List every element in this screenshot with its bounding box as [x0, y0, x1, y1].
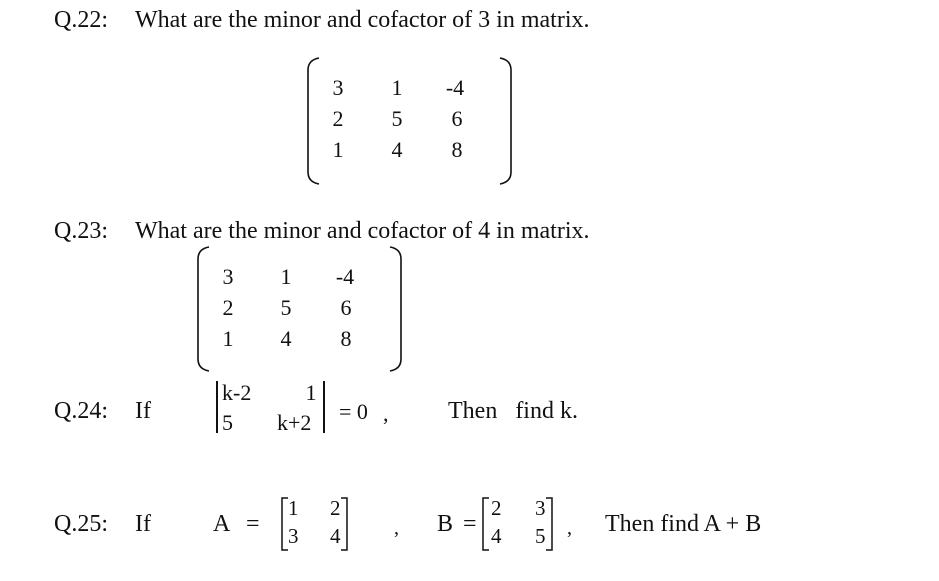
q25-a-r2c2: 4 — [330, 524, 341, 548]
q22-cell-r3c1: 1 — [332, 137, 344, 162]
q22-cell-r1c3: -4 — [445, 75, 465, 100]
q23-cell-r1c1: 3 — [222, 264, 234, 289]
q25-tail-text: Then find A + B — [605, 511, 762, 537]
q24-det-r1c2: 1 — [305, 380, 317, 405]
q24-equals-zero: = 0 — [339, 399, 368, 424]
q23-right-bracket — [386, 245, 406, 373]
q25-a-label: A — [213, 511, 231, 537]
q22-right-bracket — [496, 56, 516, 186]
q24-det-r2c2: k+2 — [277, 410, 312, 435]
q23-cell-r3c1: 1 — [222, 326, 234, 351]
q25-b-r1c2: 3 — [535, 496, 546, 520]
q23-cell-r1c2: 1 — [280, 264, 292, 289]
q23-cell-r1c3: -4 — [335, 264, 355, 289]
q23-question-text: What are the minor and cofactor of 4 in matrix. — [135, 218, 590, 244]
q25-b-r1c1: 2 — [491, 496, 502, 520]
q22-cell-r1c2: 1 — [391, 75, 403, 100]
q25-comma-1: , — [394, 517, 399, 539]
q23-cell-r2c2: 5 — [280, 295, 292, 320]
q25-b-right-bracket — [545, 497, 555, 551]
q25-number: Q.25: — [54, 511, 108, 537]
q25-b-r2c2: 5 — [535, 524, 546, 548]
q23-cell-r2c1: 2 — [222, 295, 234, 320]
q22-left-bracket — [305, 56, 325, 186]
q23-cell-r2c3: 6 — [340, 295, 352, 320]
q25-b-label: B — [437, 511, 454, 537]
q24-tail-text: Then find k. — [448, 398, 578, 424]
q22-question-text: What are the minor and cofactor of 3 in matrix. — [135, 7, 590, 33]
q24-det-left-bar — [216, 381, 218, 433]
q23-cell-r3c2: 4 — [280, 326, 292, 351]
q25-b-equals: = — [463, 511, 477, 537]
q24-number: Q.24: — [54, 398, 108, 424]
q25-a-equals: = — [246, 511, 260, 537]
q25-b-left-bracket — [481, 497, 491, 551]
q25-a-r1c1: 1 — [288, 496, 299, 520]
q25-comma-2: , — [567, 517, 572, 539]
q22-cell-r3c3: 8 — [451, 137, 463, 162]
q25-a-r2c1: 3 — [288, 524, 299, 548]
q23-cell-r3c3: 8 — [340, 326, 352, 351]
q22-cell-r2c1: 2 — [332, 106, 344, 131]
q22-number: Q.22: — [54, 7, 108, 33]
q24-det-r1c1: k-2 — [222, 380, 252, 405]
q25-b-r2c1: 4 — [491, 524, 502, 548]
q24-comma: , — [383, 401, 389, 426]
q24-det-right-bar — [323, 381, 325, 433]
q25-if-label: If — [135, 511, 151, 537]
q24-det-r2c1: 5 — [222, 410, 233, 435]
q22-cell-r1c1: 3 — [332, 75, 344, 100]
q23-number: Q.23: — [54, 218, 108, 244]
q25-a-right-bracket — [340, 497, 350, 551]
q22-cell-r2c2: 5 — [391, 106, 403, 131]
q22-cell-r2c3: 6 — [451, 106, 463, 131]
q23-left-bracket — [195, 245, 215, 373]
q22-cell-r3c2: 4 — [391, 137, 403, 162]
q25-a-r1c2: 2 — [330, 496, 341, 520]
q24-if-label: If — [135, 398, 151, 424]
